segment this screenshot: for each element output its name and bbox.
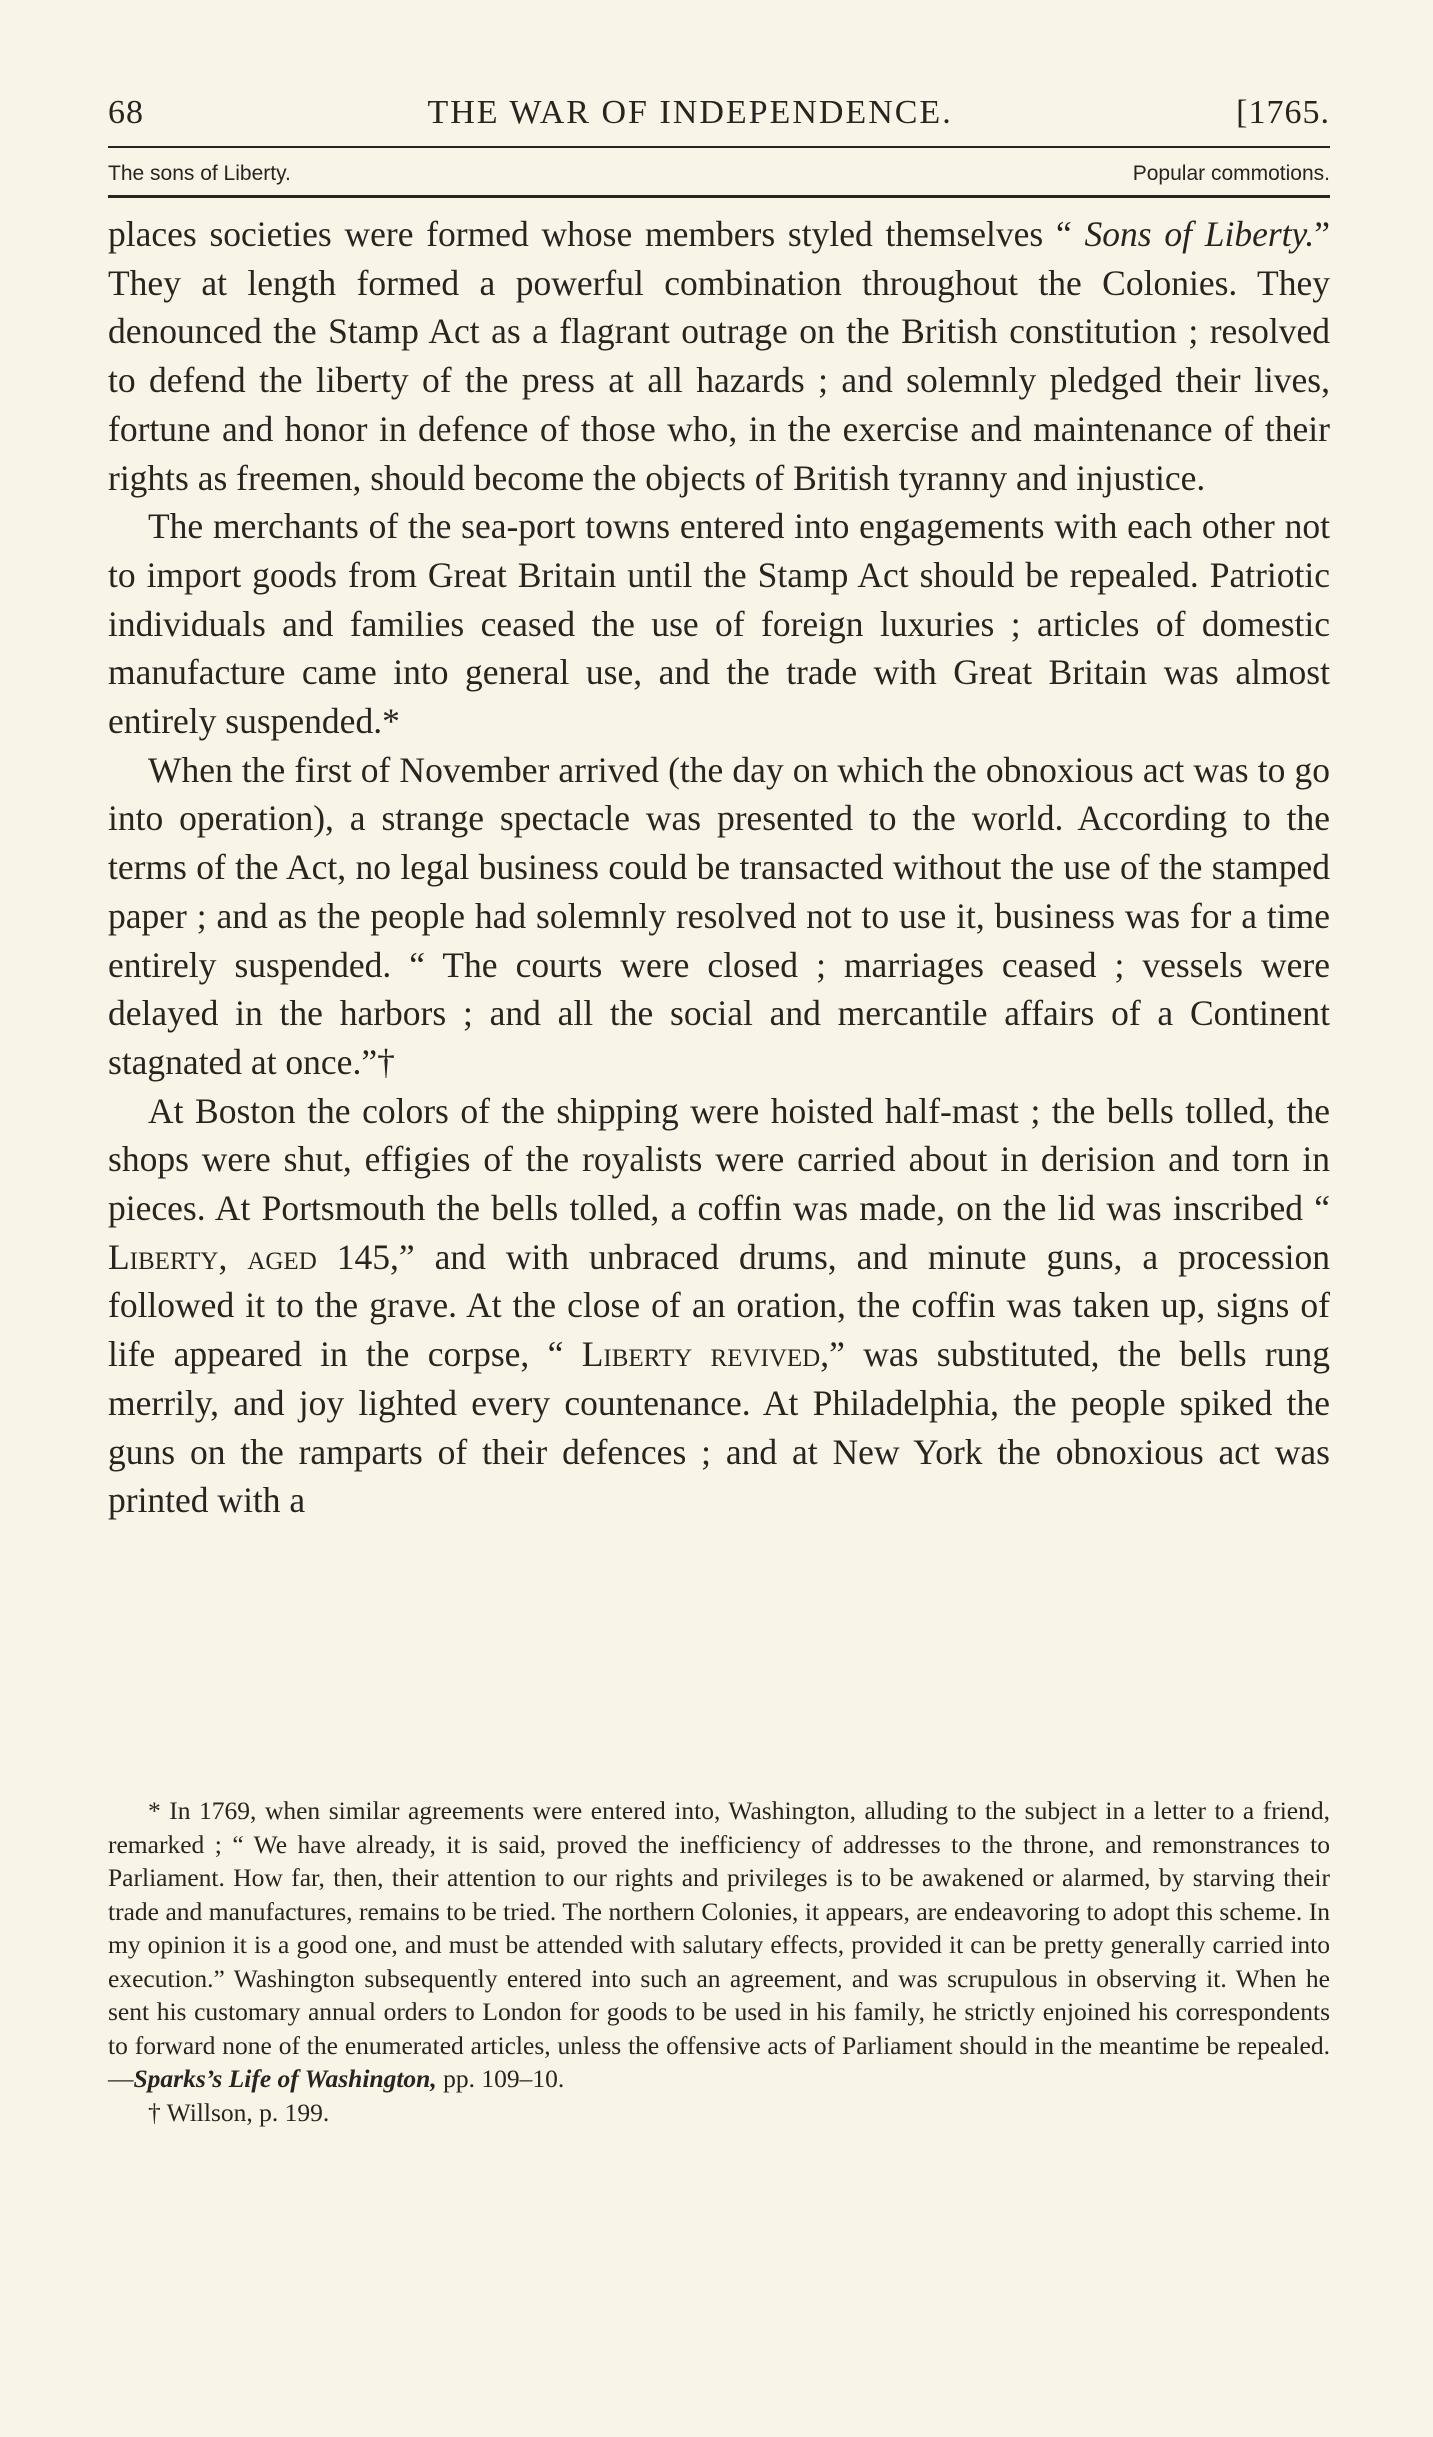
book-title: THE WAR OF INDEPENDENCE. — [427, 94, 953, 131]
paragraph: When the first of November arrived (the day on which the obnoxious act was to go into operation), a strange spectacle was presented to the world. According to the terms of the Act, no legal business could be transacted without the use of the stamped paper ; and as the people had solemnly resolved not to use it, business was for a time entirely suspended. “ The courts were closed ; marriages ceased ; vessels were delayed in the harbors ; and all the social and mercantile affairs of a Continent stagnated at once.”† — [108, 749, 1330, 1082]
footnotes — [108, 1794, 1330, 2129]
italic-phrase: Sons of Liberty. — [1084, 214, 1315, 254]
small-caps-phrase: Liberty, aged 145, — [108, 1236, 399, 1277]
footnote — [108, 1794, 1330, 2096]
left-subject: The sons of Liberty. — [108, 162, 291, 185]
paragraph — [108, 1087, 1330, 1525]
text-run: ” was substituted, the bells rung merrily, and joy lighted every countenance. At Philadelphia, the people spiked the guns on the ramparts of their defences ; and at New York the obnoxious act was printed with a — [108, 1334, 1331, 1521]
text-run: * In 1769, when similar agreements were entered into, Washington, alluding to the subject in a letter to a friend, remarked ; “ We have already, it is said, proved the inefficiency of addresses to the throne, and remonstrances to Parliament. How far, then, their attention to our rights and privileges is to be awakened or alarmed, by starving their trade and manufactures, remains to be tried. The northern Colonies, it appears, are endeavoring to adopt this scheme. In my opinion it is a good one, and must be attended with salutary effects, provided it can be pretty generally carried into execution.” Washington subsequently entered into such an agreement, and was scrupulous in observing it. When he sent his customary annual orders to London for goods to be used in his family, he strictly enjoined his correspondents to forward none of the enumerated articles, unless the offensive acts of Parliament should in the meantime be repealed.— — [108, 1796, 1330, 2093]
right-subject: Popular commotions. — [1132, 162, 1330, 185]
small-caps-phrase: Liberty revived, — [581, 1334, 830, 1375]
citation: Sparks’s Life of Washington, — [133, 2064, 437, 2093]
running-head — [108, 94, 1330, 132]
page-number: 68 — [108, 94, 144, 131]
text-run: ” They at length formed a powerful combination throughout the Colonies. They denounced the Stamp Act as a flagrant outrage on the British constitution ; resolved to defend the liberty of the press at all hazards ; and solemnly pledged their lives, fortune and honor in defence of those who, in the exercise and maintenance of their rights as freemen, should become the objects of British tyranny and injustice. — [108, 214, 1330, 498]
footnote: † Willson, p. 199. — [148, 2097, 330, 2127]
paragraph — [108, 210, 1330, 502]
paragraph: The merchants of the sea-port towns entered into engagements with each other not to import goods from Great Britain until the Stamp Act should be repealed. Patriotic individuals and families ceased the use of foreign luxuries ; articles of domestic manufacture came into general use, and the trade with Great Britain was almost entirely suspended.* — [108, 506, 1330, 742]
header-rule-thick — [108, 195, 1330, 198]
text-run: ” and with unbraced drums, and minute guns, a procession followed it to the grave. At the close of an oration, the coffin was taken up, signs of life appeared in the corpse, “ — [108, 1236, 1330, 1375]
text-run: pp. 109–10. — [436, 2064, 565, 2093]
text-run: At Boston the colors of the shipping were hoisted half-mast ; the bells tolled, the shops were shut, effigies of the royalists were carried about in derision and torn in pieces. At Portsmouth the bells tolled, a coffin was made, on the lid was inscribed “ — [108, 1090, 1330, 1229]
main-text — [108, 210, 1330, 1525]
year-marker: [1765. — [1236, 94, 1330, 131]
subject-heading — [108, 162, 1330, 186]
header-rule-thin — [108, 146, 1330, 148]
text-run: places societies were formed whose members styled themselves “ — [108, 214, 1085, 254]
